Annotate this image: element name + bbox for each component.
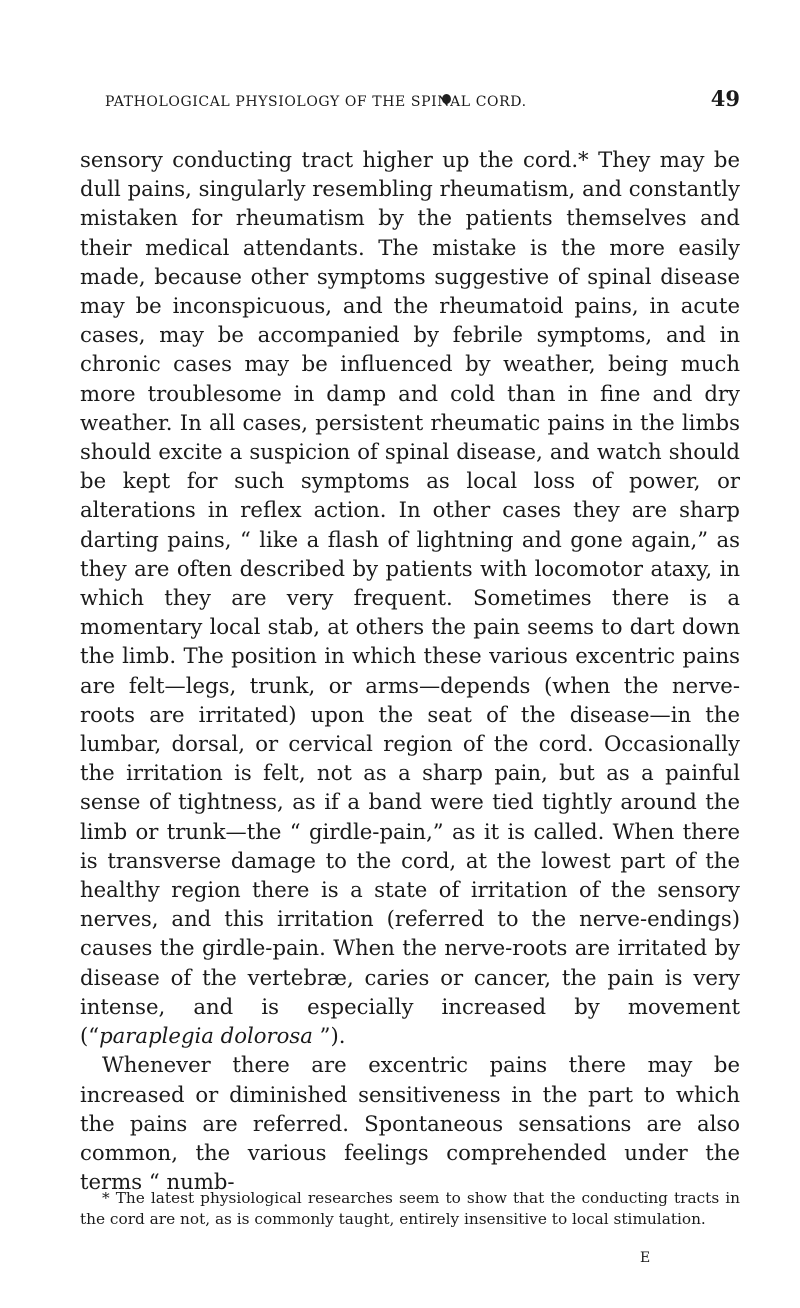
paragraph-2: Whenever there are excentric pains there may be increased or diminished sensitiveness in the part to which the pains are referred. Spontaneous sensations are also common, the various feelings comprehended under the terms “ numb- (80, 1052, 740, 1195)
page-number: 49 (710, 86, 740, 111)
footnote-text: * The latest physiological researches seem to show that the conducting tracts in the cord are not, as is commonly taught, entirely insensitive to local stimulation. (80, 1189, 740, 1228)
page-header (80, 86, 740, 122)
latin-term-open: (“ (80, 1023, 100, 1049)
paragraph-1-text: sensory conducting tract higher up the cord.* They may be dull pains, singularly resembling rheumatism, and constantly mistaken for rheumatism by the patients themselves and their medical attendants. The mistake is the more easily made, because other symptoms suggestive of spinal disease may be inconspicuous, and the rheumatoid pains, in acute cases, may be accompanied by febrile symptoms, and in chronic cases may be influenced by weather, being much more troublesome in damp and cold than in fine and dry weather. In all cases, persistent rheumatic pains in the limbs should excite a suspicion of spinal disease, and watch should be kept for such symptoms as local loss of power, or alterations in reflex action. In other cases they are sharp darting pains, “ like a flash of lightning and gone again,” as they are often described by patients with locomotor ataxy, in which they are very frequent. Sometimes there is a momentary local stab, at others the pain seems to dart down the limb. The position in which these various excentric pains are felt—legs, trunk, or arms—depends (when the nerve-roots are irritated) upon the seat of the disease—in the lumbar, dorsal, or cervical region of the cord. Occasionally the irritation is felt, not as a sharp pain, but as a painful sense of tightness, as if a band were tied tightly around the limb or trunk—the “ girdle-pain,” as it is called. When there is transverse damage to the cord, at the lowest part of the healthy region there is a state of irritation of the sensory nerves, and this irritation (referred to the nerve-endings) causes the girdle-pain. When the nerve-roots are irritated by disease of the vertebræ, caries or cancer, the pain is very intense, and is especially increased by movement (80, 147, 740, 1019)
latin-term: paraplegia dolorosa (99, 1023, 313, 1049)
running-head: PATHOLOGICAL PHYSIOLOGY OF THE SPINAL CORD. (105, 94, 527, 110)
signature-mark: E (640, 1250, 652, 1266)
body-text (80, 145, 740, 1196)
paragraph-1 (80, 145, 740, 1050)
latin-term-close: ”). (312, 1023, 346, 1049)
footnote (80, 1188, 740, 1229)
